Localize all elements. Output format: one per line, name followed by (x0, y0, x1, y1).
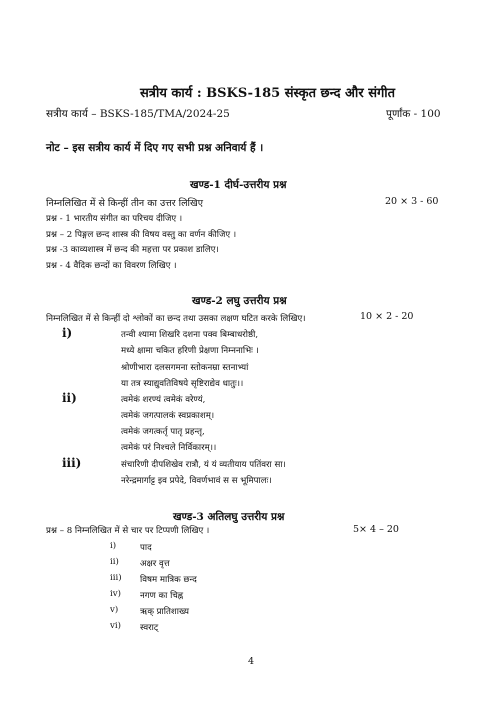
section2-instruction: निम्नलिखित में से किन्हीं दो श्लोकों का छन्द तथा उसका लक्षण घटित करके लिखिए। (46, 314, 306, 324)
item-text: ऋक् प्रातिशाख्य (140, 607, 189, 617)
page-number: 4 (248, 656, 255, 667)
question-1: प्रश्न - 1 भारतीय संगीत का परिचय दीजिए । (46, 214, 183, 224)
verse-1-line: मध्ये क्षामा चकित हरिणी प्रेक्षणा निम्ननाभिः । (121, 346, 259, 356)
assignment-code: सत्रीय कार्य – BSKS-185/TMA/2024-25 (46, 108, 230, 120)
verse-2-line: त्वमेकं जगत्कर्तृ पातृ प्रहन्तृ, (121, 427, 205, 437)
verse-3-number: iii) (62, 456, 82, 470)
item-number: i) (110, 541, 117, 551)
verse-2-number: ii) (62, 391, 77, 405)
note: नोट – इस सत्रीय कार्य में दिए गए सभी प्रश्न अनिवार्य हैं । (46, 142, 264, 154)
section1-marks: 20 × 3 - 60 (385, 196, 439, 207)
question-3: प्रश्न -3 काव्यशास्त्र में छन्द की महत्ता पर प्रकाश डालिए। (46, 245, 219, 255)
section2-heading: खण्ड-2 लघु उत्तरीय प्रश्न (192, 295, 287, 307)
item-number: iii) (110, 573, 122, 583)
verse-2-line: त्वमेकं परं निश्चले निर्विकारम्।। (121, 443, 217, 453)
item-text: नगण का चिह्न (140, 591, 184, 601)
page-title: सत्रीय कार्य : BSKS-185 संस्कृत छन्द और संगीत (140, 86, 396, 101)
section2-marks: 10 × 2 - 20 (360, 311, 414, 322)
verse-2-line: त्वमेकं शरण्यं त्वमेकं वरेण्यं, (121, 395, 206, 405)
question-4: प्रश्न - 4 वैदिक छन्दों का विवरण लिखिए । (46, 261, 177, 271)
item-number: iv) (110, 589, 121, 599)
verse-1-number: i) (62, 326, 73, 340)
max-marks: पूर्णांक - 100 (386, 108, 441, 120)
section1-instruction: निम्नलिखित में से किन्हीं तीन का उत्तर लिखिए (46, 198, 204, 209)
verse-1-line: तन्वी श्यामा शिखरि दशना पक्व बिम्बाधरोष्ठी, (121, 330, 259, 340)
section3-instruction: प्रश्न – 8 निम्नलिखित में से चार पर टिप्पणी लिखिए । (46, 526, 210, 536)
item-text: पाद (140, 543, 152, 553)
section3-marks: 5× 4 – 20 (353, 524, 399, 535)
verse-1-line: या तत्र स्याद्युवतिविषये सृष्टिराद्येव धातुः।। (121, 379, 244, 389)
section1-heading: खण्ड-1 दीर्घ-उत्तरीय प्रश्न (190, 179, 287, 191)
verse-3-line: संचारिणी दीपशिखेव रात्रौ, यं यं व्यतीयाय पतिंवरा सा। (121, 460, 286, 470)
item-text: अक्षर वृत्त (140, 559, 170, 569)
item-number: ii) (110, 557, 119, 567)
verse-2-line: त्वमेकं जगत्पालकं स्वप्रकाशम्। (121, 411, 215, 421)
item-text: विषम मात्रिक छन्द (140, 575, 197, 585)
item-number: vi) (110, 621, 121, 631)
verse-1-line: श्रोणीभारा दलसगमना स्तोकनम्रा स्तनाभ्यां (121, 363, 249, 373)
item-number: v) (110, 605, 119, 615)
verse-3-line: नरेन्द्रमार्गाट्ट इव प्रपेदे, विवर्णभावं स स भूमिपालः। (121, 476, 272, 486)
item-text: स्वराट् (140, 623, 159, 633)
question-2: प्रश्न – 2 पिङ्गल छन्द शास्त्र की विषय वस्तु का वर्णन कीजिए । (46, 230, 237, 240)
section3-heading: खण्ड-3 अतिलघु उत्तरीय प्रश्न (173, 511, 285, 523)
